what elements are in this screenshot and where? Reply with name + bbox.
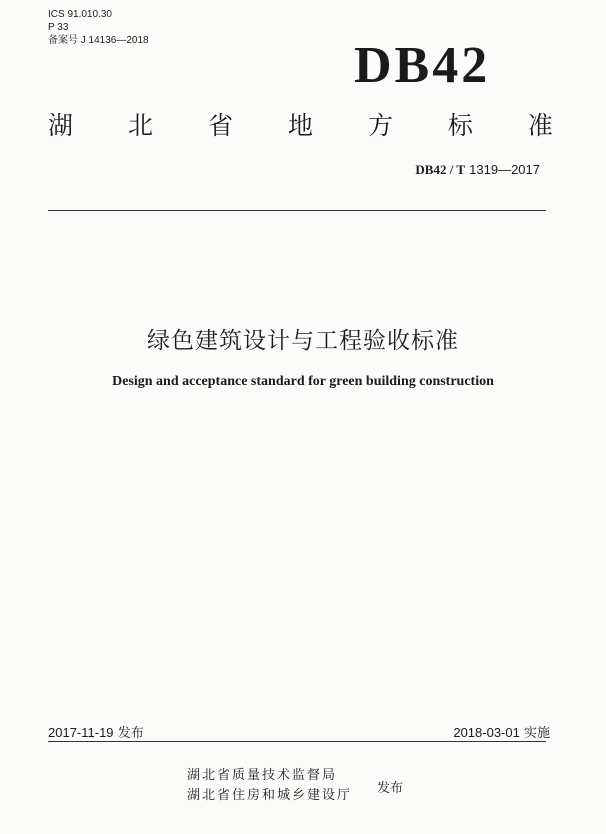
heading-char: 方 <box>367 111 393 140</box>
standard-prefix: DB42 / T <box>415 162 466 177</box>
top-divider <box>48 210 546 211</box>
classification-code: P 33 <box>48 22 69 33</box>
bottom-divider <box>48 741 546 742</box>
publisher-name: 湖北省住房和城乡建设厅 <box>187 788 353 803</box>
standard-meta <box>48 8 149 47</box>
document-title-cn: 绿色建筑设计与工程验收标准 <box>147 328 459 354</box>
document-title-en: Design and acceptance standard for green building construction <box>112 374 494 389</box>
issue-label: 发布 <box>117 726 144 741</box>
issue-date: 2017-11-19 <box>48 725 114 740</box>
standard-number <box>415 162 540 178</box>
standard-logo: DB42 <box>354 37 491 94</box>
heading-char: 北 <box>127 111 153 140</box>
standard-code: 1319—2017 <box>469 162 540 177</box>
ics-code: ICS 91.010.30 <box>48 9 112 20</box>
heading-char: 省 <box>207 111 233 140</box>
heading-char: 标 <box>447 111 473 140</box>
issue-info <box>48 722 144 741</box>
publisher-name: 湖北省质量技术监督局 <box>187 768 338 783</box>
heading-char: 地 <box>287 111 313 140</box>
publish-action: 发布 <box>377 781 404 796</box>
implement-info <box>453 722 550 741</box>
implement-label: 实施 <box>523 726 550 741</box>
record-number: 备案号 J 14136—2018 <box>48 35 149 46</box>
publishers <box>187 766 352 806</box>
province-standard-heading <box>48 110 553 142</box>
implement-date: 2018-03-01 <box>453 725 520 740</box>
heading-char: 湖 <box>48 111 74 140</box>
heading-char: 准 <box>527 111 553 140</box>
